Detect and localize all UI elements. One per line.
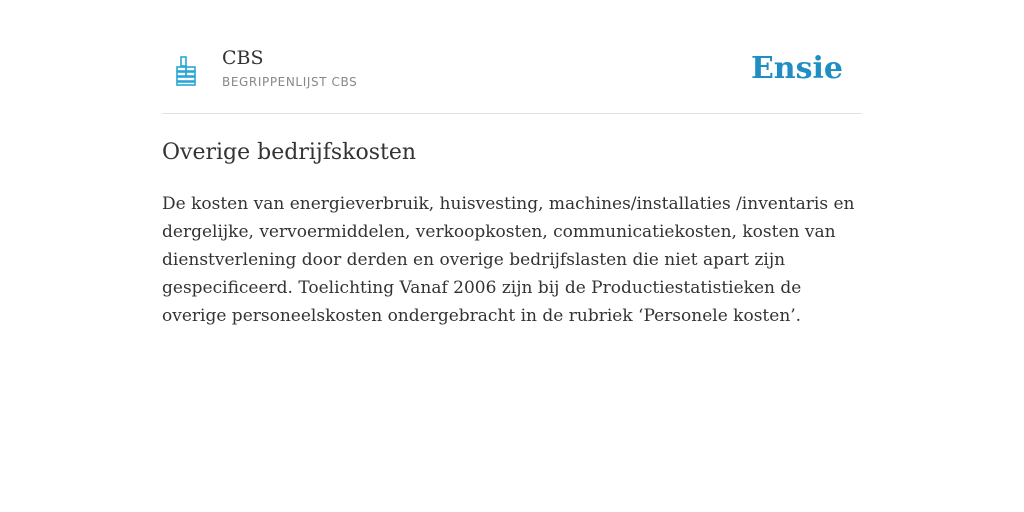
org-subtitle[interactable]: BEGRIPPENLIJST CBS <box>222 75 358 89</box>
ensie-brand-link[interactable]: Ensie <box>750 51 843 86</box>
org-name[interactable]: CBS <box>222 47 264 69</box>
term-title: Overige bedrijfskosten <box>162 140 417 165</box>
cbs-logo-icon[interactable] <box>175 56 197 86</box>
term-card <box>162 0 862 330</box>
term-definition: De kosten van energieverbruik, huisvesting, machines/installaties /inventaris en dergelijke, vervoermiddelen, verkoopkosten, communicatiekosten, kosten van dienstverlening door derden en overige bedrijfslasten die niet apart zijn gespecificeerd. Toelichting Vanaf 2006 zijn bij de Productiestatistieken de overige personeelskosten ondergebracht in de rubriek ‘Personele kosten’. <box>162 194 855 326</box>
header <box>162 0 862 114</box>
